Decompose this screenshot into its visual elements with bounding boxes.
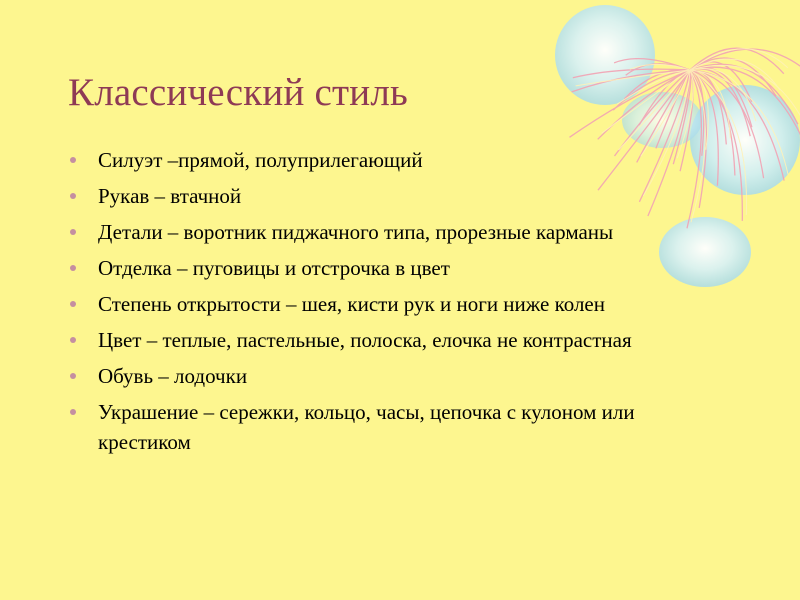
bullet-list (70, 145, 710, 463)
strand-shape (614, 59, 690, 70)
list-item (70, 145, 710, 175)
list-item-text: Рукав – втачной (98, 184, 242, 208)
strand-shape (613, 70, 690, 110)
strand-shape (570, 70, 691, 137)
strand-shape (690, 64, 798, 124)
bullet-dot-icon (70, 229, 76, 235)
strand-shape (690, 59, 780, 90)
strand-shape (690, 65, 800, 118)
strand-shape (690, 70, 730, 138)
bullet-dot-icon (70, 337, 76, 343)
list-item (70, 361, 710, 391)
bullet-dot-icon (70, 301, 76, 307)
slide-title: Классический стиль (68, 71, 408, 114)
strand-shape (656, 70, 690, 148)
strand-shape (573, 69, 690, 78)
list-item-text: Цвет – теплые, пастельные, полоска, елочка не контрастная (98, 328, 632, 352)
strand-shape (619, 70, 691, 150)
strand-shape (641, 70, 690, 156)
bubble-shape (622, 92, 702, 148)
strand-shape (624, 70, 690, 99)
strand-shape (630, 64, 690, 70)
strand-shape (626, 64, 690, 76)
strand-shape (690, 68, 752, 128)
bullet-dot-icon (70, 193, 76, 199)
strand-shape (615, 70, 691, 156)
list-item-text: Степень открытости – шея, кисти рук и ноги ниже колен (98, 292, 605, 316)
list-item-text: Отделка – пуговицы и отстрочка в цвет (98, 256, 450, 280)
bubble-shape (555, 5, 655, 105)
strand-shape (690, 49, 800, 83)
strand-shape (690, 70, 726, 144)
list-item (70, 181, 710, 211)
list-item (70, 253, 710, 283)
bullet-dot-icon (70, 373, 76, 379)
strand-shape (690, 67, 800, 141)
list-item-text: Детали – воротник пиджачного типа, прорезные карманы (98, 220, 614, 244)
strand-shape (598, 70, 690, 139)
strand-shape (690, 70, 704, 156)
strand-shape (576, 70, 690, 86)
list-item (70, 217, 710, 247)
strand-shape (690, 48, 784, 74)
list-item-text: Силуэт –прямой, полуприлегающий (98, 148, 423, 172)
strand-shape (690, 69, 756, 122)
strand-shape (602, 70, 690, 133)
bullet-dot-icon (70, 409, 76, 415)
list-item (70, 325, 710, 355)
bullet-dot-icon (70, 157, 76, 163)
strand-shape (639, 70, 690, 125)
strand-shape (690, 58, 776, 96)
strand-shape (690, 62, 752, 102)
list-item-text: Обувь – лодочки (98, 364, 248, 388)
strand-shape (617, 70, 690, 104)
strand-shape (572, 70, 690, 92)
strand-shape (690, 49, 788, 70)
list-item (70, 397, 710, 457)
list-item-text: Украшение – сережки, кольцо, часы, цепочка с кулоном или крестиком (98, 400, 635, 454)
list-item (70, 289, 710, 319)
bullet-dot-icon (70, 265, 76, 271)
strand-shape (690, 70, 708, 150)
strand-shape (690, 69, 750, 136)
